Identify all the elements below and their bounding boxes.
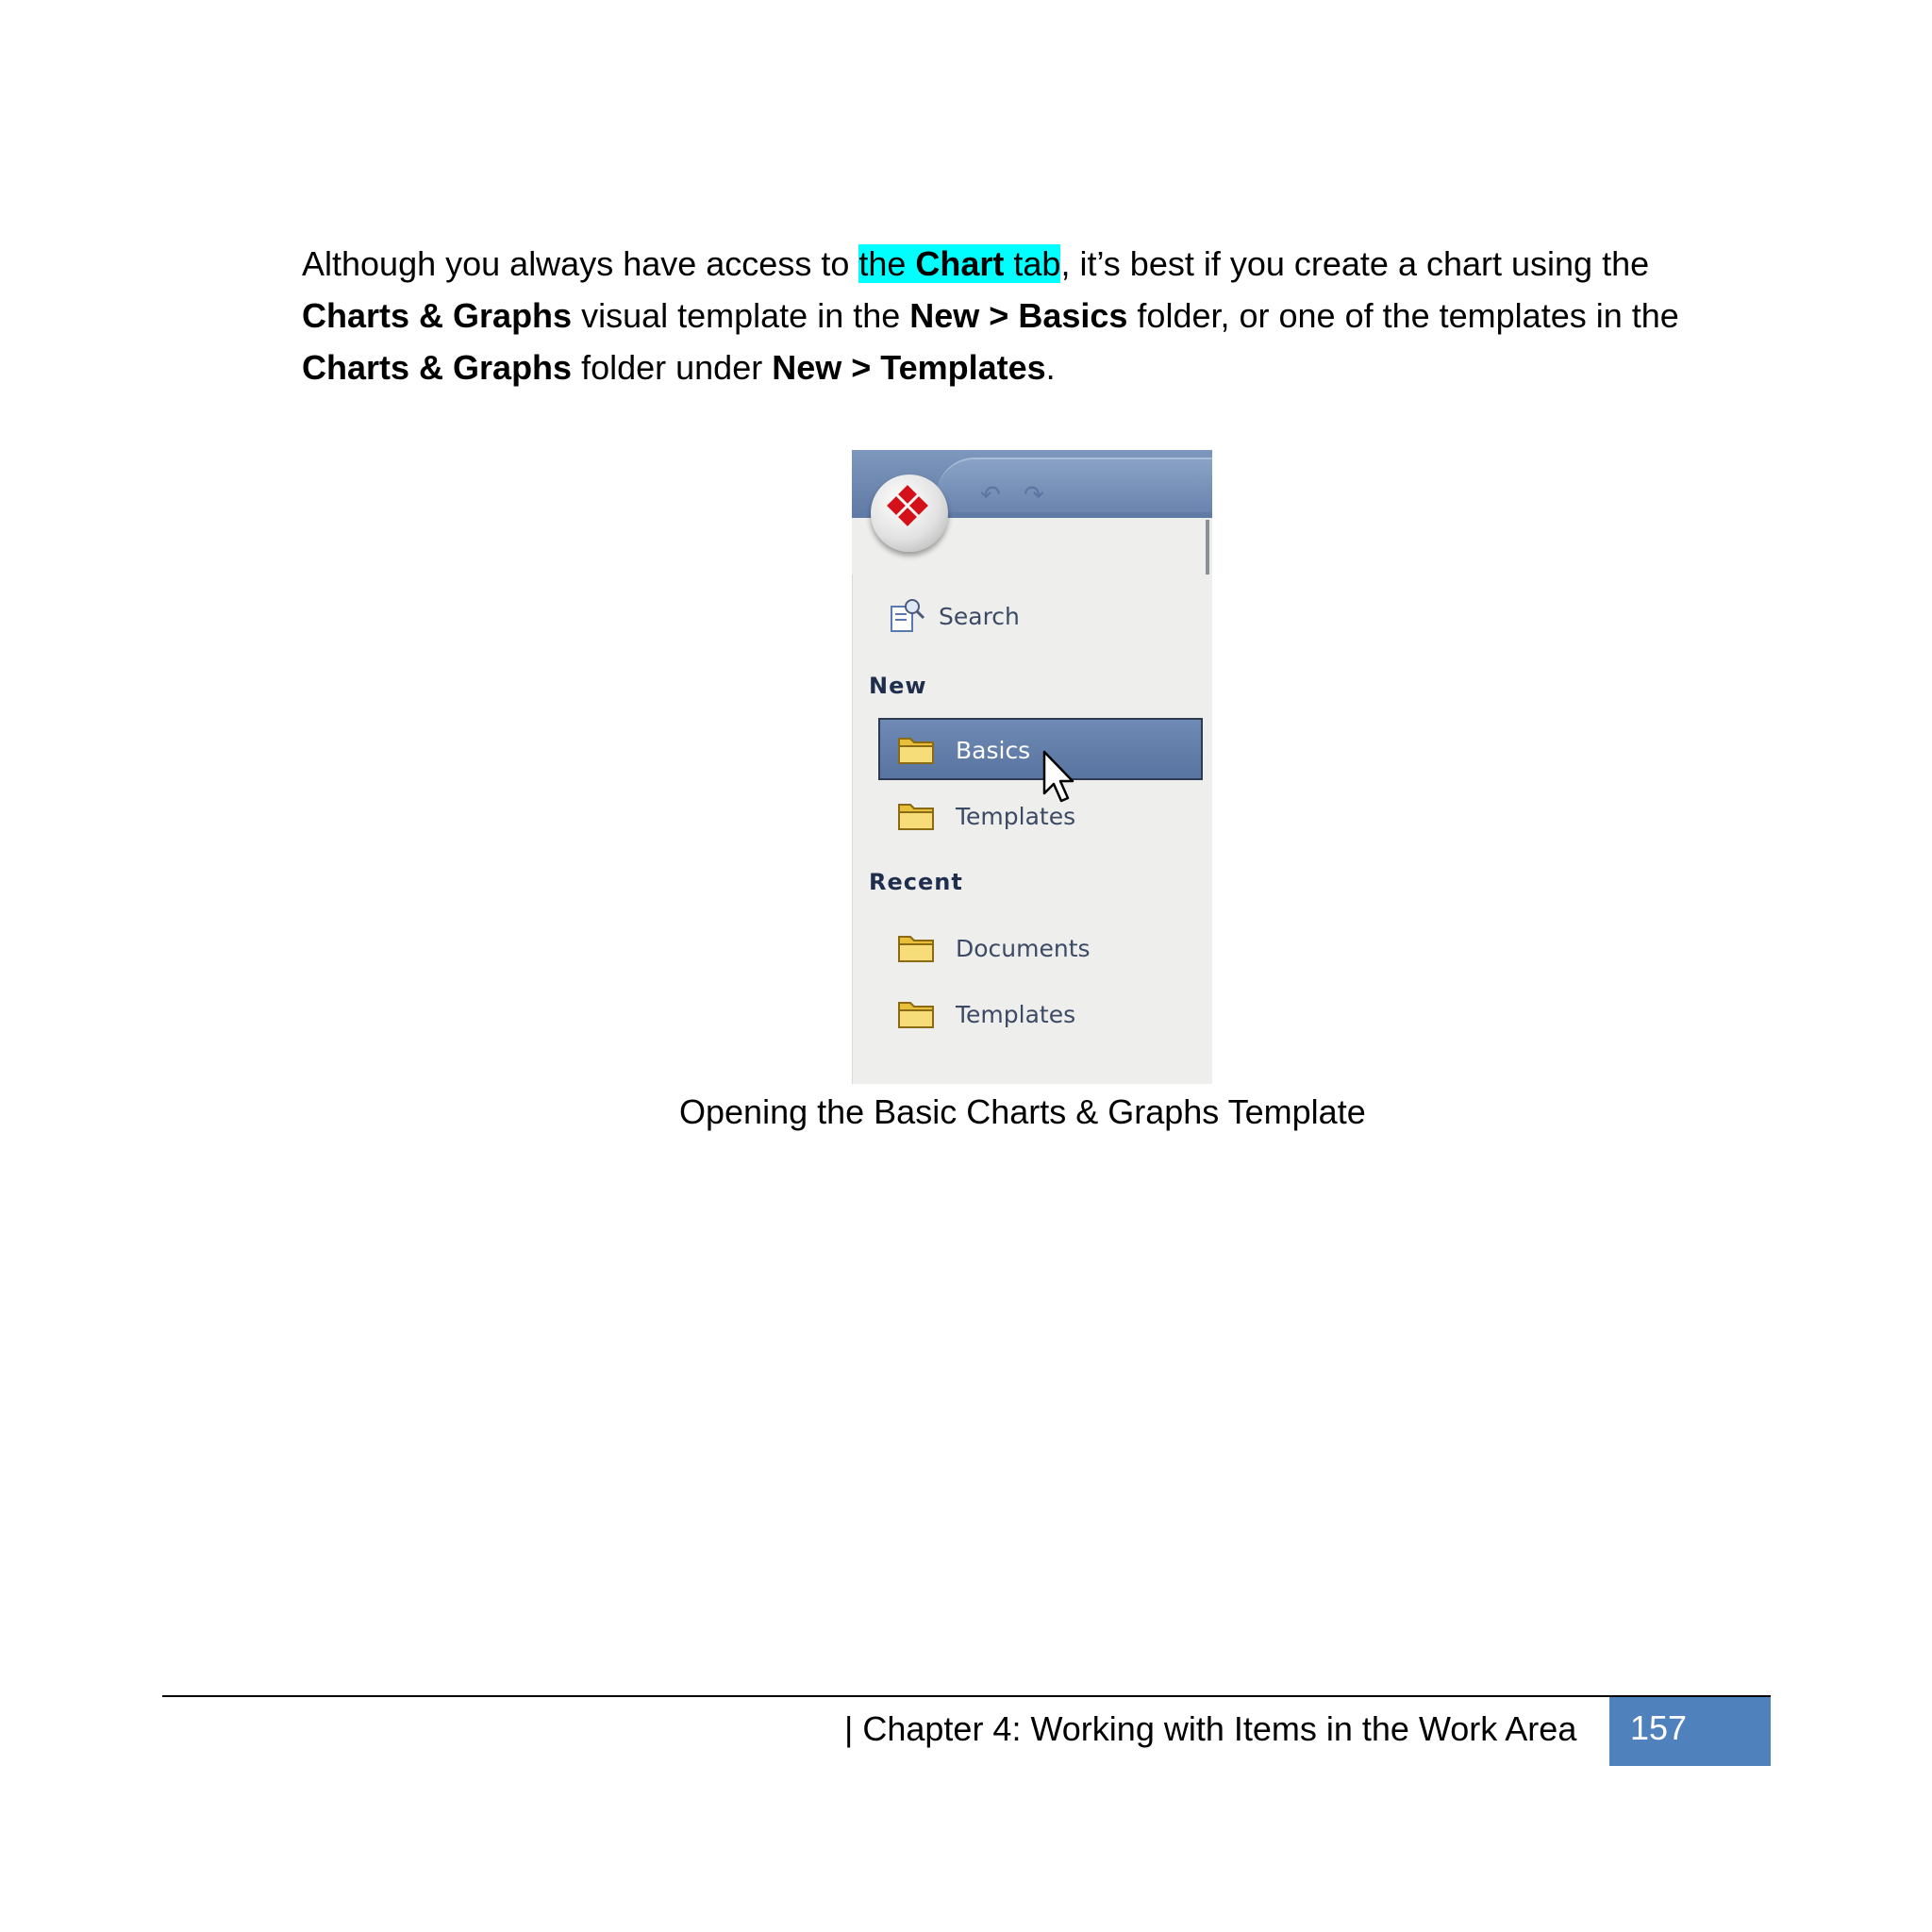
quick-access-toolbar [937, 458, 1212, 512]
footer-rule [162, 1695, 1771, 1697]
menu-item-documents[interactable]: Documents [852, 929, 1212, 967]
search-icon [890, 597, 927, 635]
highlighted-phrase: the Chart tab [858, 244, 1061, 283]
folder-icon [897, 997, 937, 1029]
folder-icon [897, 733, 937, 765]
body-paragraph: Although you always have access to the Chart tab, it’s best if you create a chart using the Charts & Graphs visual template in the New > Basics folder, or one of the templates in the Charts & Graphs folder under New > Templates. [302, 244, 1679, 387]
application-menu-button[interactable] [871, 475, 948, 552]
redo-icon[interactable]: ↷ [1024, 480, 1044, 508]
undo-icon[interactable]: ↶ [980, 480, 1001, 508]
section-heading-new: New [869, 673, 927, 699]
folder-icon [897, 799, 937, 831]
section-heading-recent: Recent [869, 869, 963, 895]
logo-diamond-icon [880, 484, 939, 542]
menu-item-recent-templates[interactable]: Templates [852, 995, 1212, 1033]
figure-caption: Opening the Basic Charts & Graphs Template [679, 1092, 1366, 1131]
menu-item-basics[interactable]: Basics [852, 731, 1212, 769]
footer-chapter-title: | Chapter 4: Working with Items in the Work Area [844, 1709, 1577, 1748]
folder-icon [897, 931, 937, 963]
mouse-cursor-icon [1041, 750, 1078, 807]
text-run: Although you always have access to [302, 244, 859, 283]
menu-item-new-templates[interactable]: Templates [852, 797, 1212, 835]
app-menu-screenshot [852, 450, 1212, 1084]
menu-item-search[interactable]: Search [852, 597, 1212, 635]
page-number: 157 [1609, 1697, 1771, 1766]
